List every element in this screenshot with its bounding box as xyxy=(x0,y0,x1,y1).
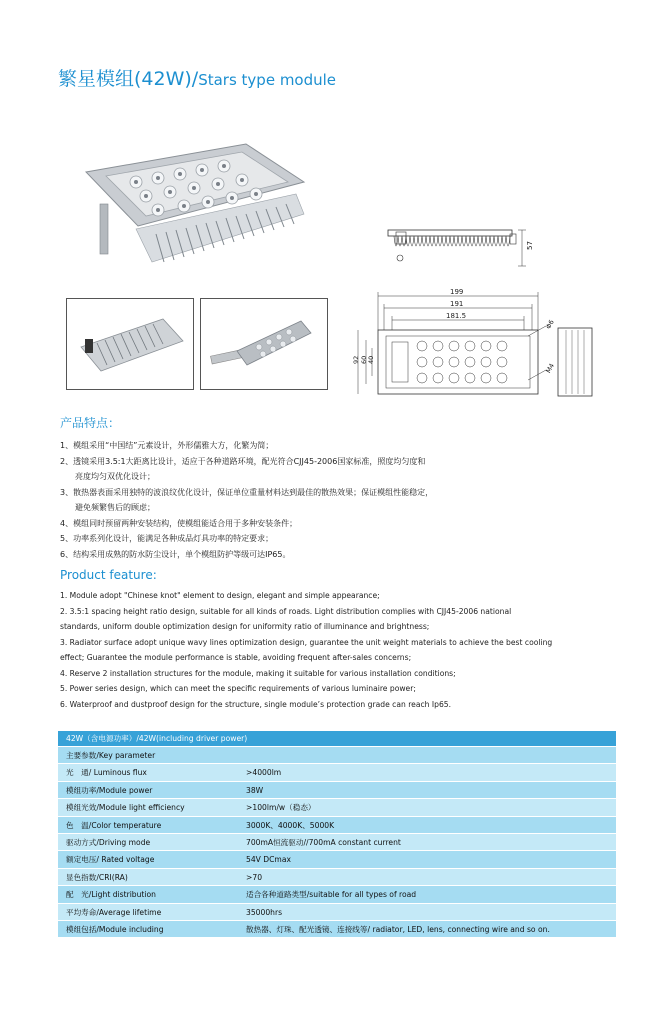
list-item: 4、模组同时预留两种安装结构，使模组能适合用于多种安装条件； xyxy=(60,518,298,528)
list-item: 3、散热器表面采用独特的波浪纹优化设计，保证单位重量材料达到最佳的散热效果；保证模组性能稳定， xyxy=(60,487,434,497)
list-item: standards, uniform double optimization design for uniformity ratio of illuminance and brightness; xyxy=(60,622,430,631)
spec-key: 模组包括/Module including xyxy=(66,924,164,934)
table-row xyxy=(58,764,616,781)
list-item: 4. Reserve 2 installation structures for the module, making it suitable for various installation conditions; xyxy=(60,668,456,678)
list-item: 5. Power series design, which can meet the specific requirements of various luminaire power; xyxy=(60,684,416,693)
table-row xyxy=(58,921,616,938)
spec-key: 配 光/Light distribution xyxy=(66,890,156,900)
dim-screw: M4 xyxy=(544,362,557,375)
front-view-drawing xyxy=(352,284,598,400)
dim-199: 199 xyxy=(450,288,464,296)
spec-value: 54V DCmax xyxy=(246,855,291,865)
spec-key: 主要参数/Key parameter xyxy=(66,751,156,760)
dim-60: 60 xyxy=(360,355,368,364)
features-cn-heading: 产品特点： xyxy=(60,416,121,430)
features-en-list xyxy=(60,588,620,712)
spec-key: 光 通/ Luminous flux xyxy=(66,768,147,778)
spec-value: 适合各种道路类型/suitable for all types of road xyxy=(246,890,417,900)
spec-value: 38W xyxy=(246,785,264,795)
spec-table-header: 42W（含电源功率）/42W(including driver power) xyxy=(58,731,616,747)
spec-value: 散热器、灯珠、配光透镜、连接线等/ radiator, LED, lens, connecting wire and so on. xyxy=(246,924,550,934)
product-photo-back xyxy=(66,298,194,390)
title-en: Stars type module xyxy=(198,71,337,89)
spec-key: 驱动方式/Driving mode xyxy=(66,837,151,847)
luminaire-photo xyxy=(200,298,328,390)
side-view-drawing xyxy=(378,218,538,278)
table-row xyxy=(58,869,616,886)
dim-92: 92 xyxy=(352,355,360,364)
spec-value: 3000K、4000K、5000K xyxy=(246,820,335,830)
list-item: effect; Guarantee the module performance is stable, avoiding frequent after-sales concerns; xyxy=(60,653,412,662)
dim-191: 191 xyxy=(450,300,464,308)
spec-table xyxy=(58,731,616,940)
spec-value: >4000lm xyxy=(246,768,282,778)
table-row xyxy=(58,851,616,868)
spec-key: 平均寿命/Average lifetime xyxy=(66,907,162,917)
table-row xyxy=(58,886,616,903)
table-row xyxy=(58,817,616,834)
list-item: 1、模组采用“中国结”元素设计，外形儒雅大方，化繁为简； xyxy=(60,441,274,450)
spec-value: 35000hrs xyxy=(246,907,283,917)
table-row xyxy=(58,747,616,764)
spec-value: 700mA恒流驱动//700mA constant current xyxy=(246,837,401,847)
table-row xyxy=(58,799,616,816)
table-row xyxy=(58,904,616,921)
list-item: 6、结构采用成熟的防水防尘设计，单个模组防护等级可达IP65。 xyxy=(60,549,291,559)
list-item: 3. Radiator surface adopt unique wavy lines optimization design, guarantee the unit weight materials to achieve the best cooling xyxy=(60,637,553,647)
list-item: 5、功率系列化设计，能满足各种成品灯具功率的特定要求； xyxy=(60,534,274,543)
list-item: 2、透镜采用3.5:1大距离比设计，适应于各种道路环境，配光符合CJJ45-2006国家标准，照度均匀度和 xyxy=(60,456,426,466)
table-row xyxy=(58,782,616,799)
list-item: 6. Waterproof and dustproof design for the structure, single module’s protection grade can reach Ip65. xyxy=(60,699,452,709)
page-title xyxy=(58,64,336,91)
list-item: 1. Module adopt "Chinese knot" element to design, elegant and simple appearance; xyxy=(60,591,380,600)
list-item: 亮度均匀双优化设计； xyxy=(75,472,155,481)
spec-key: 模组光效/Module light efficiency xyxy=(66,803,185,813)
dim-40: 40 xyxy=(367,355,375,364)
spec-value xyxy=(246,747,616,763)
list-item: 避免频繁售后的顾虑； xyxy=(75,503,155,512)
dim-57: 57 xyxy=(526,241,534,250)
spec-value: >100lm/w（稳态） xyxy=(246,803,316,813)
dim-hole: Φ6 xyxy=(544,318,556,331)
features-cn-list xyxy=(60,438,620,562)
list-item: 2. 3.5:1 spacing height ratio design, suitable for all kinds of roads. Light distribution complies with CJJ45-2006 national xyxy=(60,606,512,616)
spec-key: 额定电压/ Rated voltage xyxy=(66,855,155,865)
title-cn: 繁星模组(42W)/ xyxy=(58,68,199,90)
spec-key: 色 温/Color temperature xyxy=(66,820,162,830)
features-en-heading: Product feature: xyxy=(60,568,157,582)
dim-181-5: 181.5 xyxy=(446,312,467,320)
spec-value: >70 xyxy=(246,872,263,882)
spec-key: 显色指数/CRI(RA) xyxy=(66,872,128,882)
product-photo-main xyxy=(66,134,322,286)
spec-key: 模组功率/Module power xyxy=(66,785,153,795)
table-row xyxy=(58,834,616,851)
